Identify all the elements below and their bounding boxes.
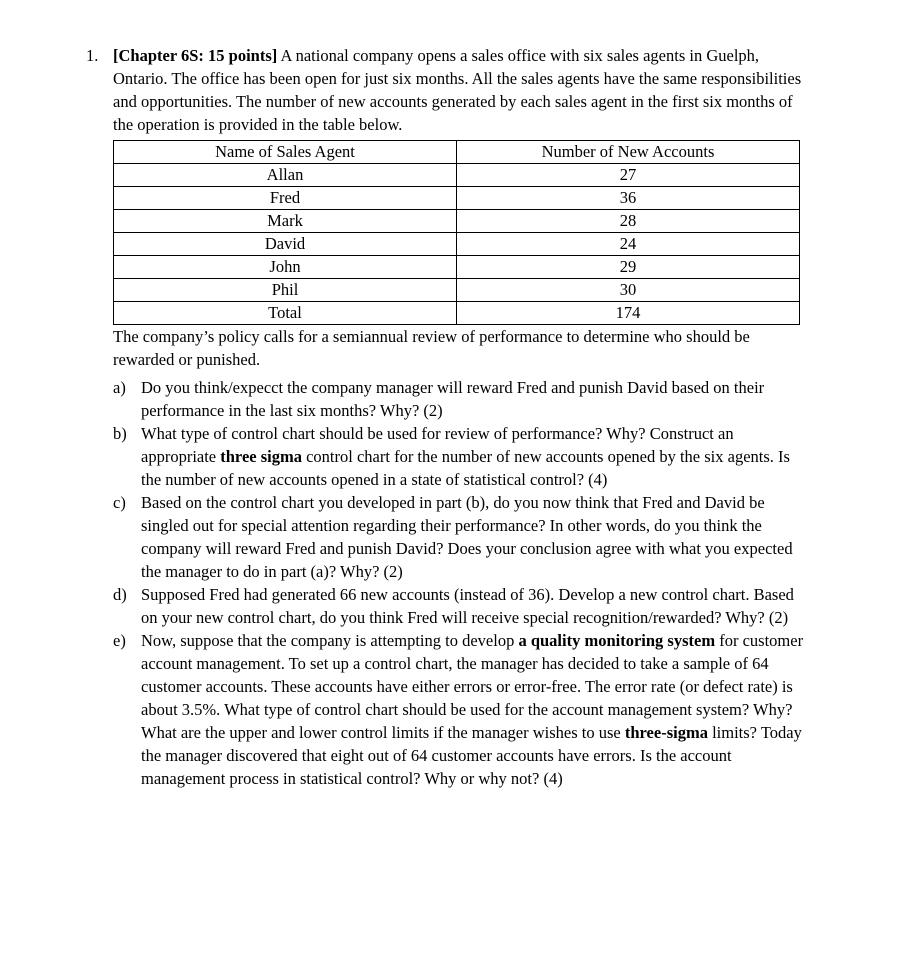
table-row [114,279,800,302]
chapter-tag: [Chapter 6S: 15 points] [113,46,278,65]
sub-question-text [141,422,812,491]
policy-paragraph: The company’s policy calls for a semiannual review of performance to determine who should be rewarded or punished. [113,327,750,369]
agent-name-cell: Fred [114,187,457,210]
table-header-cell: Name of Sales Agent [114,141,457,164]
agent-name-cell: Allan [114,164,457,187]
total-value-cell: 174 [457,302,800,325]
sub-question-e [113,629,812,790]
sub-question-text [141,583,812,629]
sub-text-part: for customer account management. To set up a control chart, the manager has decided to take a sample of 64 customer accounts. These accounts have either errors or error-free. The error rate (or defect rate) is about 3.5%. What type of control chart should be used for the account management system? Why? What are the upper and lower control limits if the manager wishes to use [141,631,804,742]
sales-agents-table [113,140,800,325]
accounts-cell: 24 [457,233,800,256]
sub-text-part: Do you think/expecct the company manager will reward Fred and punish David based on their performance in the last six months? Why? (2) [141,378,765,420]
question-block [86,44,812,790]
sub-question-marker: a) [113,378,126,397]
agent-name-cell: Phil [114,279,457,302]
sub-question-marker: b) [113,424,127,443]
sub-question-text [141,491,812,583]
accounts-cell: 28 [457,210,800,233]
sub-question-a [113,376,812,422]
sub-text-part: What type of control chart should be used for review of performance? Why? Construct an appropriate [141,424,734,466]
table-header-row [114,141,800,164]
accounts-cell: 36 [457,187,800,210]
question-body [113,44,812,790]
sub-text-part: Supposed Fred had generated 66 new accounts (instead of 36). Develop a new control chart. Based on your new control chart, do you think Fred will receive special recognition/rewarded? Why? (2) [141,585,794,627]
question-number: 1. [86,46,99,65]
sub-question-text [141,376,812,422]
accounts-cell: 29 [457,256,800,279]
sub-question-marker: e) [113,631,126,650]
agent-name-cell: Mark [114,210,457,233]
intro-paragraph [113,44,812,136]
table-row [114,164,800,187]
agent-name-cell: David [114,233,457,256]
sub-question-marker: d) [113,585,127,604]
intro-text: A national company opens a sales office with six sales agents in Guelph, Ontario. The office has been open for just six months. All the sales agents have the same responsibilities and opportunities. The number of new accounts generated by each sales agent in the first six months of the operation is provided in the table below. [113,46,802,134]
sub-question-text [141,629,812,790]
table-total-row [114,302,800,325]
emphasis-three-sigma: three-sigma [624,723,708,742]
sub-text-part: Based on the control chart you developed in part (b), do you now think that Fred and David be singled out for special attention regarding their performance? In other words, do you think the company will reward Fred and punish David? Does your conclusion agree with what you expected the manager to do in part (a)? Why? (2) [141,493,793,581]
table-row [114,187,800,210]
sub-question-d [113,583,812,629]
sub-text-part: limits? Today the manager discovered that eight out of 64 customer accounts have errors. Is the account management process in statistical control? Why or why not? (4) [141,723,802,788]
accounts-cell: 30 [457,279,800,302]
sub-question-list [113,376,812,790]
sub-text-part: control chart for the number of new accounts opened by the six agents. Is the number of new accounts opened in a state of statistical control? (4) [141,447,790,489]
sub-text-part: Now, suppose that the company is attempting to develop [141,631,519,650]
sub-question-c [113,491,812,583]
sub-question-marker: c) [113,493,126,512]
emphasis-three-sigma: three sigma [220,447,302,466]
question-1 [86,44,812,790]
table-row [114,233,800,256]
table-row [114,210,800,233]
emphasis-quality-monitoring-system: a quality monitoring system [518,631,716,650]
accounts-cell: 27 [457,164,800,187]
agent-name-cell: John [114,256,457,279]
sub-question-b [113,422,812,491]
total-label-cell: Total [114,302,457,325]
table-row [114,256,800,279]
table-header-cell: Number of New Accounts [457,141,800,164]
